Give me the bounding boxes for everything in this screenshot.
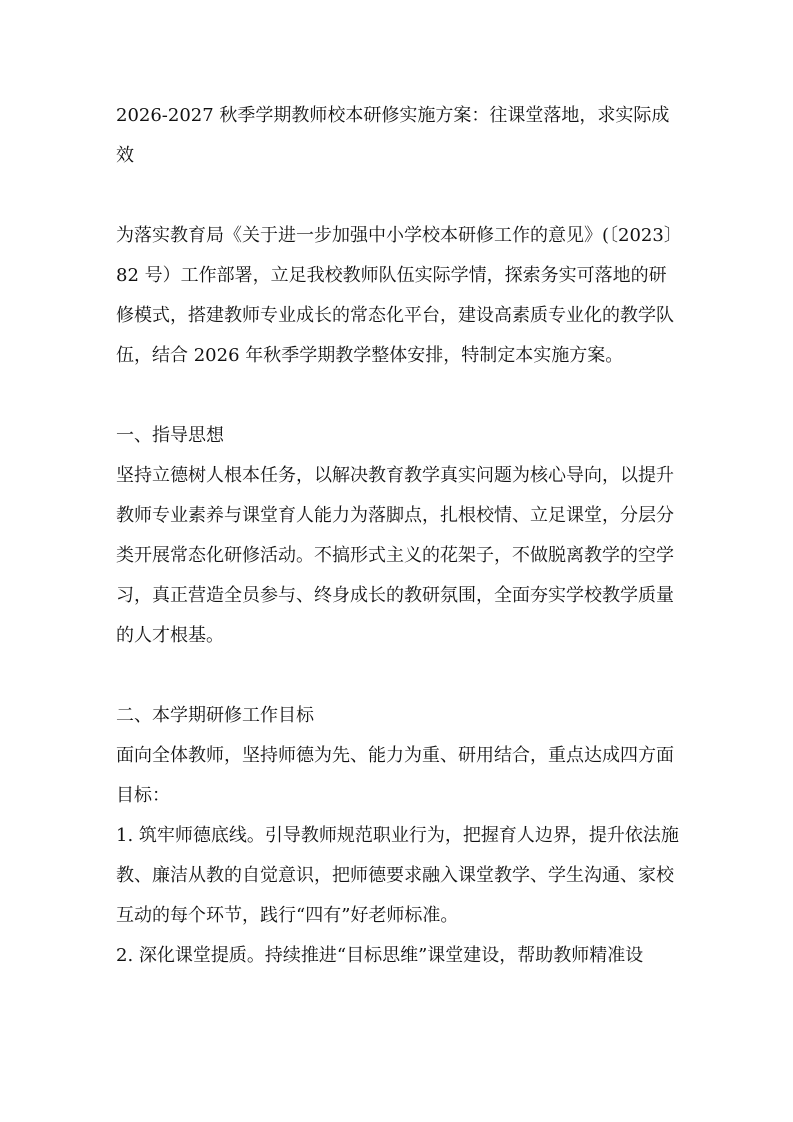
blank-line xyxy=(116,376,682,416)
document-title: 2026-2027 秋季学期教师校本研修实施方案：往课堂落地，求实际成效 xyxy=(116,105,670,166)
blank-line xyxy=(116,656,682,696)
intro-paragraph: 为落实教育局《关于进一步加强中小学校本研修工作的意见》(〔2023〕82 号）工作部署，立足我校教师队伍实际学情，探索务实可落地的研修模式，搭建教师专业成长的常态化平台，建设高素质专业化的教学队伍，结合 2026 年秋季学期教学整体安排，特制定本实施方案。 xyxy=(116,225,682,366)
document-content xyxy=(116,96,682,976)
section-2-intro: 面向全体教师，坚持师德为先、能力为重、研用结合，重点达成四方面目标： xyxy=(116,745,674,806)
section-2-heading: 二、本学期研修工作目标 xyxy=(116,705,314,726)
section-1-body: 坚持立德树人根本任务，以解决教育教学真实问题为核心导向，以提升教师专业素养与课堂育人能力为落脚点，扎根校情、立足课堂，分层分类开展常态化研修活动。不搞形式主义的花架子，不做脱离教学的空学习，真正营造全员参与、终身成长的教研氛围，全面夯实学校教学质量的人才根基。 xyxy=(116,465,674,646)
blank-line xyxy=(116,176,682,216)
goal-item-2: 2. 深化课堂提质。持续推进“目标思维”课堂建设，帮助教师精准设 xyxy=(116,945,644,966)
section-1-heading: 一、指导思想 xyxy=(116,425,224,446)
goal-item-1: 1. 筑牢师德底线。引导教师规范职业行为，把握育人边界，提升依法施教、廉洁从教的自觉意识，把师德要求融入课堂教学、学生沟通、家校互动的每个环节，践行“四有”好老师标准。 xyxy=(116,825,679,926)
